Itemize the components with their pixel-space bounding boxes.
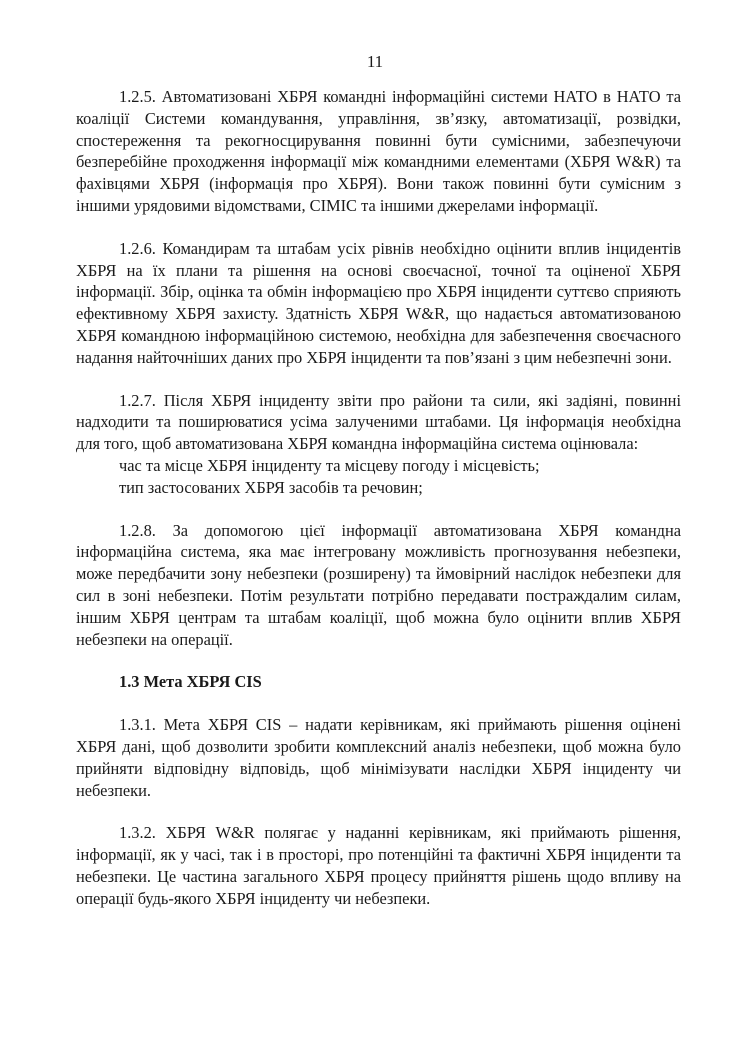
paragraph-1-2-7: 1.2.7. Після ХБРЯ інциденту звіти про райони та сили, які задіяні, повинні надходити та поширюватися усіма залученими штабами. Ця інформація необхідна для того, щоб автоматизована ХБРЯ командна інформаційна система оцінювала: [76,390,681,454]
paragraph-1-3-1: 1.3.1. Мета ХБРЯ CIS – надати керівникам, які приймають рішення оцінені ХБРЯ дані, щоб дозволити зробити комплексний аналіз небезпеки, щоб можна було прийняти відповідну відповідь, щоб мінімізувати наслідки ХБРЯ інциденту чи небезпеки. [76,715,681,800]
paragraph-1-2-8: 1.2.8. За допомогою цієї інформації автоматизована ХБРЯ командна інформаційна система, яка має інтегровану можливість прогнозування небезпеки, може передбачити зону небезпеки (розширену) та ймовірний наслідок небезпеки для сил в зоні небезпеки. Потім результати потрібно передавати постраждалим силам, іншим ХБРЯ центрам та штабам коаліції, щоб можна було оцінити вплив ХБРЯ небезпеки на операції. [76,520,681,649]
list-item-time-place: час та місце ХБРЯ інциденту та місцеву погоду і місцевість; [119,455,540,475]
page-body [76,86,681,910]
paragraph-gap [76,499,681,520]
paragraph-gap [76,369,681,390]
page-number: 11 [366,52,384,71]
paragraph-1-2-6: 1.2.6. Командирам та штабам усіх рівнів необхідно оцінити вплив інцидентів ХБРЯ на їх плани та рішення на основі своєчасної, точної та оціненої ХБРЯ інформації. Збір, оцінка та обмін інформацією про ХБРЯ інциденти суттєво сприяють ефективному ХБРЯ захисту. Здатність ХБРЯ W&R, що надається автоматизованою ХБРЯ командною інформаційною системою, необхідна для забезпечення своєчасного надання найточніших даних про ХБРЯ інциденти та пов’язані з цим небезпечні зони. [76,238,681,367]
paragraph-gap [76,693,681,714]
paragraph-gap [76,650,681,671]
section-heading-1-3: 1.3 Мета ХБРЯ CIS [119,672,262,692]
paragraph-gap [76,801,681,822]
paragraph-1-3-2: 1.3.2. ХБРЯ W&R полягає у наданні керівникам, які приймають рішення, інформації, як у часі, так і в просторі, про потенційні та фактичні ХБРЯ інциденти та небезпеки. Це частина загального ХБРЯ процесу прийняття рішень щодо впливу на операції будь-якого ХБРЯ інциденту чи небезпеки. [76,823,681,908]
paragraph-1-2-5: 1.2.5. Автоматизовані ХБРЯ командні інформаційні системи НАТО в НАТО та коаліції Системи командування, управління, зв’язку, автоматизації, розвідки, спостереження та рекогносцирування повинні бути сумісними, забезпечуючи безперебійне проходження інформації між командними елементами (ХБРЯ W&R) та фахівцями ХБРЯ (інформація про ХБРЯ). Вони також повинні бути сумісним з іншими урядовими відомствами, CIMIC та іншими джерелами інформації. [76,87,681,215]
paragraph-gap [76,217,681,238]
list-item-agent-type: тип застосованих ХБРЯ засобів та речовин; [119,477,423,497]
